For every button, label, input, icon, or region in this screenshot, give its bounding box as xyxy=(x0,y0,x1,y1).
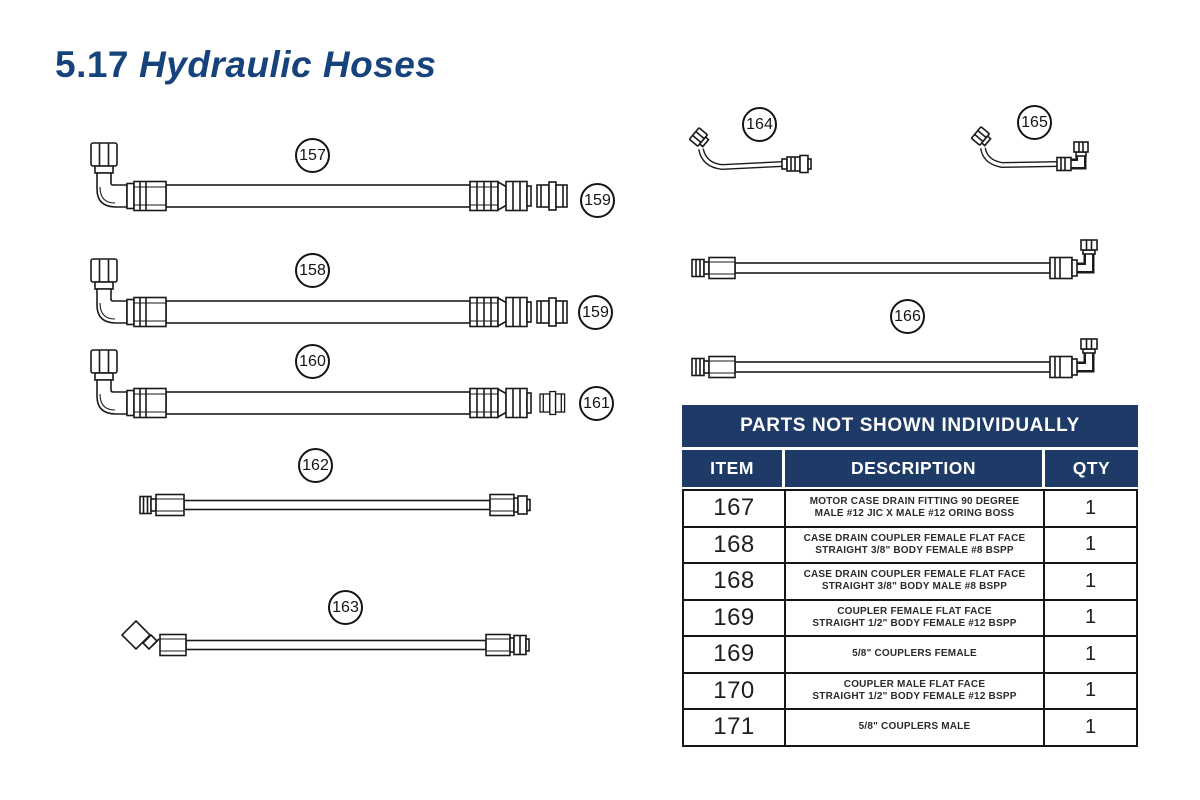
part-balloon-159a: 159 xyxy=(580,183,615,218)
coupler-161-drawing xyxy=(540,392,565,415)
parts-table-body xyxy=(682,489,1138,747)
description-line-1: COUPLER FEMALE FLAT FACE xyxy=(837,605,992,617)
description-line-1: COUPLER MALE FLAT FACE xyxy=(843,678,986,690)
part-balloon-159b: 159 xyxy=(578,295,613,330)
column-header-description: DESCRIPTION xyxy=(785,450,1042,487)
table-row-qty: 1 xyxy=(1045,637,1136,672)
hose-163-drawing xyxy=(122,621,529,656)
table-row-item: 167 xyxy=(684,491,784,526)
hose-166-lower-drawing xyxy=(692,339,1097,378)
description-line-2: STRAIGHT 1/2" BODY FEMALE #12 BSPP xyxy=(812,617,1017,629)
table-row-item: 171 xyxy=(684,710,784,745)
table-row-description xyxy=(786,528,1043,563)
parts-table xyxy=(682,405,1138,747)
part-balloon-160: 160 xyxy=(295,344,330,379)
part-balloon-164: 164 xyxy=(742,107,777,142)
part-balloon-162: 162 xyxy=(298,448,333,483)
table-row-description xyxy=(786,564,1043,599)
hose-166-upper-drawing xyxy=(692,240,1097,279)
table-row-qty: 1 xyxy=(1045,528,1136,563)
table-row-item: 170 xyxy=(684,674,784,709)
part-balloon-161: 161 xyxy=(579,386,614,421)
table-row-description xyxy=(786,674,1043,709)
table-row-item: 169 xyxy=(684,637,784,672)
description-line-2: STRAIGHT 3/8" BODY FEMALE #8 BSPP xyxy=(815,544,1014,556)
section-name: Hydraulic Hoses xyxy=(139,44,437,85)
description-line-1: 5/8" COUPLERS MALE xyxy=(858,721,971,733)
parts-table-title: PARTS NOT SHOWN INDIVIDUALLY xyxy=(682,405,1138,447)
table-row-item: 168 xyxy=(684,528,784,563)
description-line-1: CASE DRAIN COUPLER FEMALE FLAT FACE xyxy=(803,569,1026,581)
part-balloon-165: 165 xyxy=(1017,105,1052,140)
table-row-item: 169 xyxy=(684,601,784,636)
column-header-item: ITEM xyxy=(682,450,782,487)
part-balloon-163: 163 xyxy=(328,590,363,625)
description-line-2: STRAIGHT 1/2" BODY FEMALE #12 BSPP xyxy=(812,690,1017,702)
table-row-qty: 1 xyxy=(1045,710,1136,745)
description-line-1: MOTOR CASE DRAIN FITTING 90 DEGREE xyxy=(809,496,1020,508)
table-row-qty: 1 xyxy=(1045,491,1136,526)
hose-162-drawing xyxy=(140,495,530,516)
table-row-description xyxy=(786,637,1043,672)
description-line-2: MALE #12 JIC X MALE #12 ORING BOSS xyxy=(814,508,1015,520)
part-balloon-158: 158 xyxy=(295,253,330,288)
description-line-1: 5/8" COUPLERS FEMALE xyxy=(852,648,977,660)
description-line-2: STRAIGHT 3/8" BODY MALE #8 BSPP xyxy=(821,581,1008,593)
table-row-qty: 1 xyxy=(1045,674,1136,709)
table-row-qty: 1 xyxy=(1045,564,1136,599)
table-row-item: 168 xyxy=(684,564,784,599)
table-row-description xyxy=(786,710,1043,745)
table-row-description xyxy=(786,601,1043,636)
column-header-qty: QTY xyxy=(1045,450,1138,487)
part-balloon-157: 157 xyxy=(295,138,330,173)
section-number: 5.17 xyxy=(55,44,130,85)
coupler-159a-drawing xyxy=(537,182,567,210)
table-row-description xyxy=(786,491,1043,526)
part-balloon-166: 166 xyxy=(890,299,925,334)
description-line-1: CASE DRAIN COUPLER FEMALE FLAT FACE xyxy=(803,532,1026,544)
coupler-159b-drawing xyxy=(537,298,567,326)
table-row-qty: 1 xyxy=(1045,601,1136,636)
parts-table-header xyxy=(682,450,1138,487)
